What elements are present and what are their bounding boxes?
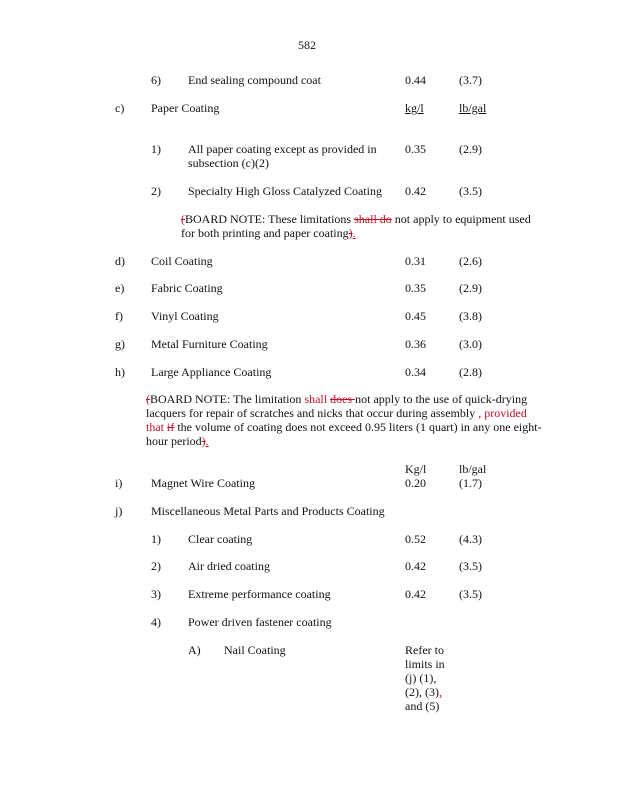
section-letter: d): [115, 254, 125, 268]
section-letter: g): [115, 337, 125, 351]
section-letter: e): [115, 281, 125, 295]
inserted-text: shall: [304, 392, 331, 406]
reference-line: (2), (3),: [405, 685, 442, 699]
item-label-cont: subsection (c)(2): [188, 156, 269, 170]
board-note-line: lacquers for repair of scratches and nicks that occur during assembly , provided: [146, 406, 527, 420]
lb-value: (1.7): [459, 476, 482, 490]
kg-value: 0.34: [405, 365, 426, 379]
item-number: 2): [151, 184, 161, 198]
inserted-text: .: [205, 434, 209, 448]
lb-header: lb/gal: [459, 462, 487, 476]
lb-value: (2.9): [459, 142, 482, 156]
board-note-line: for both printing and paper coating).: [181, 226, 356, 240]
item-number: 4): [151, 615, 161, 629]
section-letter: c): [115, 101, 125, 115]
reference-line: and (5): [405, 699, 440, 713]
section-title: Metal Furniture Coating: [151, 337, 268, 351]
kg-value: 0.42: [405, 559, 426, 573]
item-label: Clear coating: [188, 532, 253, 546]
lb-value: (3.0): [459, 337, 482, 351]
deleted-text: do: [379, 212, 392, 226]
kg-header: Kg/l: [405, 462, 427, 476]
kg-value: 0.36: [405, 337, 426, 351]
item-number: 6): [151, 73, 161, 87]
page-number: 582: [298, 38, 316, 52]
kg-value: 0.35: [405, 142, 426, 156]
deleted-text: ): [201, 434, 206, 448]
section-title: Vinyl Coating: [151, 309, 219, 323]
deleted-text: if: [167, 420, 175, 434]
item-label: End sealing compound coat: [188, 73, 321, 87]
board-note-line: that if the volume of coating does not exceed 0.95 liters (1 quart) in any one eight-: [146, 420, 542, 434]
item-number: 2): [151, 559, 161, 573]
deleted-text: ): [348, 226, 353, 240]
lb-value: (3.8): [459, 309, 482, 323]
kg-value: 0.45: [405, 309, 426, 323]
section-letter: f): [115, 309, 123, 323]
lb-header: lb/gal: [459, 101, 487, 115]
item-label: Air dried coating: [188, 559, 270, 573]
board-note-line: (BOARD NOTE: The limitation shall does not apply to the use of quick-drying: [146, 392, 528, 406]
inserted-text: , provided: [475, 406, 527, 420]
item-label: Power driven fastener coating: [188, 615, 332, 629]
item-number: 1): [151, 532, 161, 546]
kg-value: 0.20: [405, 476, 426, 490]
item-label: All paper coating except as provided in: [188, 142, 377, 156]
kg-value: 0.42: [405, 184, 426, 198]
section-title: Miscellaneous Metal Parts and Products Coating: [151, 504, 385, 518]
inserted-text: .: [352, 226, 356, 240]
kg-value: 0.44: [405, 73, 426, 87]
sub-item-letter: A): [188, 643, 201, 657]
item-number: 3): [151, 587, 161, 601]
sub-item-label: Nail Coating: [224, 643, 286, 657]
lb-value: (2.9): [459, 281, 482, 295]
lb-value: (3.5): [459, 184, 482, 198]
section-title: Magnet Wire Coating: [151, 476, 255, 490]
deleted-text: (: [146, 392, 150, 406]
section-title: Large Appliance Coating: [151, 365, 272, 379]
lb-value: (4.3): [459, 532, 482, 546]
lb-value: (3.7): [459, 73, 482, 87]
section-letter: j): [115, 504, 123, 518]
board-note-line: (BOARD NOTE: These limitations shall do not apply to equipment used: [181, 212, 531, 226]
kg-value: 0.42: [405, 587, 426, 601]
section-title: Coil Coating: [151, 254, 213, 268]
lb-value: (2.6): [459, 254, 482, 268]
lb-value: (3.5): [459, 587, 482, 601]
kg-value: 0.35: [405, 281, 426, 295]
kg-value: 0.52: [405, 532, 426, 546]
section-title: Paper Coating: [151, 101, 220, 115]
reference-line: (j) (1),: [405, 671, 437, 685]
deleted-text: does: [330, 392, 356, 406]
section-letter: h): [115, 365, 125, 379]
deleted-text: shall: [354, 212, 380, 226]
inserted-text: that: [146, 420, 167, 434]
item-label: Extreme performance coating: [188, 587, 331, 601]
kg-value: 0.31: [405, 254, 426, 268]
reference-line: Refer to: [405, 643, 444, 657]
kg-header: kg/l: [405, 101, 424, 115]
inserted-text: ,: [438, 685, 442, 699]
item-label: Specialty High Gloss Catalyzed Coating: [188, 184, 382, 198]
lb-value: (3.5): [459, 559, 482, 573]
reference-line: limits in: [405, 657, 445, 671]
item-number: 1): [151, 142, 161, 156]
section-letter: i): [115, 476, 123, 490]
deleted-text: (: [181, 212, 185, 226]
lb-value: (2.8): [459, 365, 482, 379]
section-title: Fabric Coating: [151, 281, 223, 295]
board-note-line: hour period).: [146, 434, 209, 448]
